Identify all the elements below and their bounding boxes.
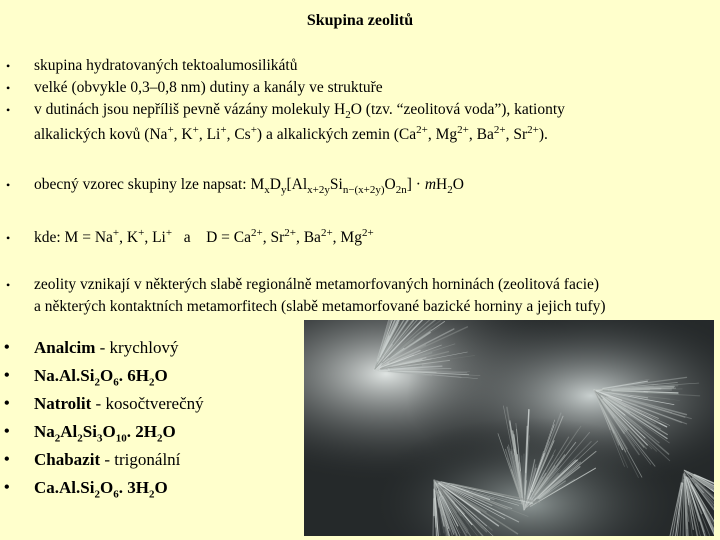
bullet-text-kationty: alkalických kovů (Na+, K+, Li+, Cs+) a alkalických zemin ($Ca^{2+}$, $Mg^{2+}$, $Ba^{2+}$, $Sr^{2+}$). [34,123,548,143]
mineral-chabazit: Chabazit - trigonální [34,450,181,469]
zeolite-micrograph [304,320,714,536]
bullet-text-kationty-md: kde: M = Na+, K+, Li+ a $D = Ca^{2+}$, $Sr^{2+}$, $Ba^{2+}$, $Mg^{2+}$ [34,226,374,246]
bullet-marker: • [4,423,10,440]
bullet-marker: • [6,278,11,292]
bullet-text-zeolitova-voda: v dutinách jsou nepříliš pevně vázány molekuly $H_2O$ (tzv. “zeolitová voda”), kationty [34,101,565,122]
bullet-marker: • [6,178,11,192]
formula-chabazit: $Ca.Al.Si_2O_6$. $3H_2O$ [34,478,168,501]
mineral-analcim: Analcim - krychlový [34,338,179,357]
bullet-text-vznik-line2: a některých kontaktních metamorfitech (slabě metamorfované bazické horniny a jejich tufy) [34,298,606,315]
bullet-marker: • [4,367,10,384]
bullet-marker: • [4,451,10,468]
bullet-text-obecny-vzorec: obecný vzorec skupiny lze napsat: $M_xD_y[Al_{x+2y}Si_{n-(x+2y)}O_{2n}] \cdot mH_2O$ [34,176,464,197]
bullet-text-vznik-line1: zeolity vznikají v některých slabě regionálně metamorfovaných horninách (zeolitová facie) [34,276,600,293]
bullet-marker: • [6,81,11,95]
bullet-marker: • [6,231,11,245]
bullet-marker: • [6,103,11,117]
page-title: Skupina zeolitů [306,12,414,29]
bullet-marker: • [4,395,10,412]
bullet-marker: • [6,59,11,73]
formula-natrolit: $Na_2Al_2Si_3O_{10}$. $2H_2O$ [34,422,176,445]
mineral-natrolit: Natrolit - kosočtverečný [34,394,204,413]
micrograph-image [304,320,714,536]
bullet-marker: • [4,339,10,356]
bullet-marker: • [4,479,10,496]
bullet-text-tektoalumosilikaty: skupina hydratovaných tektoalumosilikátů [34,57,298,74]
bullet-text-dutiny: velké (obvykle 0,3–0,8 nm) dutiny a kanály ve struktuře [34,79,383,96]
formula-analcim: $Na.Al.Si_2O_6$. $6H_2O$ [34,366,168,389]
